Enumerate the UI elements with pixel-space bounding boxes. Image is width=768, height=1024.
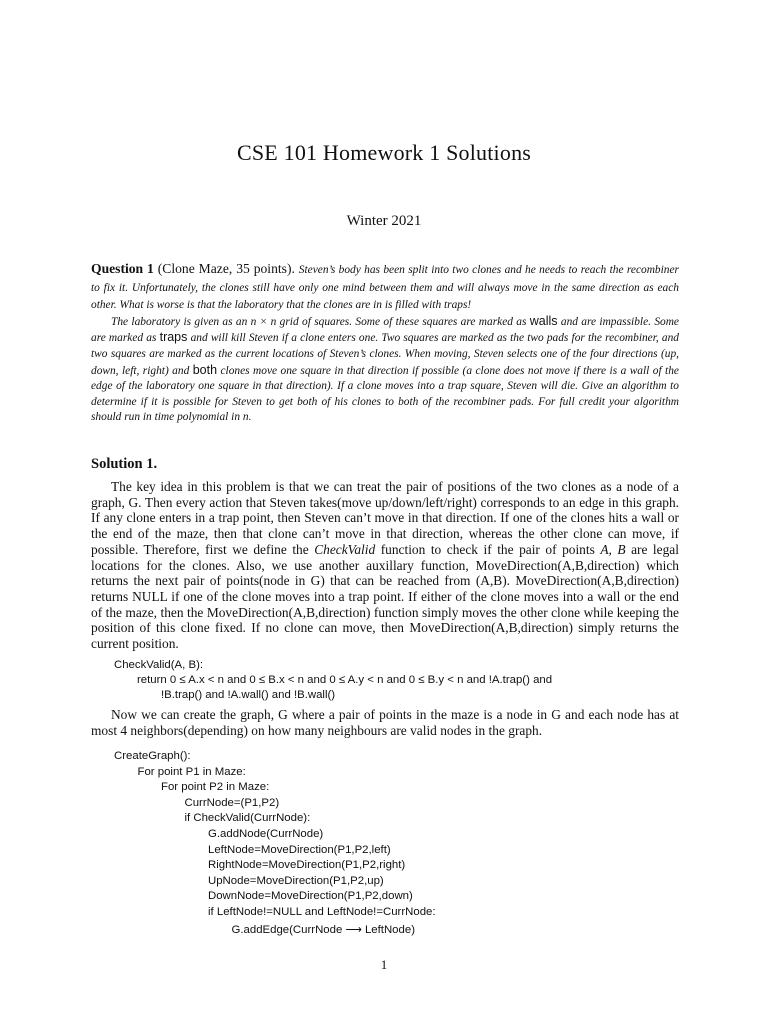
solution-para-1b: function to check if the pair of points <box>380 541 595 557</box>
code-line: return 0 ≤ A.x < n and 0 ≤ B.x < n and 0 ≤ A.y < n and 0 ≤ B.y < n and !A.trap() and <box>137 674 553 686</box>
points-ab: A, B <box>600 541 626 557</box>
solution-para-1 <box>91 479 679 652</box>
question-para-2d: clones move one square in that direction if possible (a clone does not move if there is a wall of the edge of the laboratory one square in that direction). If a clone moves into a trap square, Steven will die. Give an algorithm to determine if it is possible for Steven to get both of his clones to both of the recombiner pads. For full credit your algorithm should run in time polynomial in n. <box>91 364 679 424</box>
code-line: LeftNode=MoveDirection(P1,P2,left) <box>208 843 391 856</box>
traps-term: traps <box>159 330 188 345</box>
question-block <box>91 261 679 426</box>
code-line: if LeftNode!=NULL and LeftNode!=CurrNode: <box>208 906 436 918</box>
question-label: Question 1 <box>91 261 154 276</box>
code-line: CurrNode=(P1,P2) <box>184 796 280 809</box>
code-line: RightNode=MoveDirection(P1,P2,right) <box>208 859 406 872</box>
checkvalid-fn-name: CheckValid <box>314 541 376 557</box>
code-line: UpNode=MoveDirection(P1,P2,up) <box>208 874 384 887</box>
solution-para-2 <box>91 707 679 738</box>
solution-para-1a: The key idea in this problem is that we can treat the pair of positions of the two clones as a node of a graph, G. Then every action that Steven takes(move up/down/left/right) corresponds to an edge in this graph. If any clone enters in a trap point, then Steven can’t move in that direction. If one of the clones hits a wall or the end of the maze, then that clone can’t move in that direction, whereas the other clone can move, if possible. Therefore, first we define the <box>91 479 679 557</box>
code-line: CheckValid(A, B): <box>114 659 204 671</box>
question-para-2c: and will kill Steven if a clone enters one. Two squares are marked as the two pads for the recombiner, and two squares are marked as the current locations of Steven’s clones. When moving, Steven selects one of the four directions (up, down, left, right) and <box>91 332 680 377</box>
code-line: CreateGraph(): <box>114 750 191 762</box>
code-line: For point P1 in Maze: <box>137 765 246 778</box>
document-date: Winter 2021 <box>346 213 422 229</box>
question-para-1: Steven’s body has been split into two clones and he needs to reach the recombiner to fix it. Unfortunately, the clones still have only one mind between them and will always move in the same direction as each other. What is worse is that the laboratory that the clones are in is filled with traps! <box>91 264 679 312</box>
solution-heading: Solution 1. <box>91 456 158 472</box>
code-line: G.addEdge(CurrNode ⟶ LeftNode) <box>231 923 415 936</box>
code-line: if CheckValid(CurrNode): <box>184 812 311 825</box>
question-meta: (Clone Maze, 35 points). <box>157 261 295 276</box>
question-para-2b: and are impassible. Some are marked as <box>91 315 679 345</box>
solution-para-2-text: Now we can create the graph, G where a pair of points in the maze is a node in G and each node has at most 4 neighbors(depending) on how many neighbours are valid nodes in the graph. <box>91 707 679 738</box>
document-title: CSE 101 Homework 1 Solutions <box>236 140 532 165</box>
code-line: DownNode=MoveDirection(P1,P2,down) <box>208 890 413 903</box>
solution-para-1c: are legal locations for the clones. Also, we use another auxillary function, MoveDirection(A,B,direction) which returns the next pair of points(node in G) that can be reached from (A,B). MoveDirection(A,B,direction) returns NULL if one of the clone moves into a trap point. If either of the clone moves into a wall or the end of the maze, then the MoveDirection(A,B,direction) function simply moves the other clone while keeping the position of this clone fixed. If no clone can move, then MoveDirection(A,B,direction) simply returns the current position. <box>91 541 679 652</box>
code-line: !B.trap() and !A.wall() and !B.wall() <box>161 689 336 701</box>
walls-term: walls <box>529 313 558 328</box>
question-para-2 <box>91 314 679 426</box>
both-term: both <box>192 362 218 377</box>
code-line: G.addNode(CurrNode) <box>208 828 324 840</box>
page-number: 1 <box>380 957 388 972</box>
question-para-2a: The laboratory is given as an n × n grid of squares. Some of these squares are marked as <box>111 315 527 328</box>
code-line: For point P2 in Maze: <box>161 781 270 794</box>
